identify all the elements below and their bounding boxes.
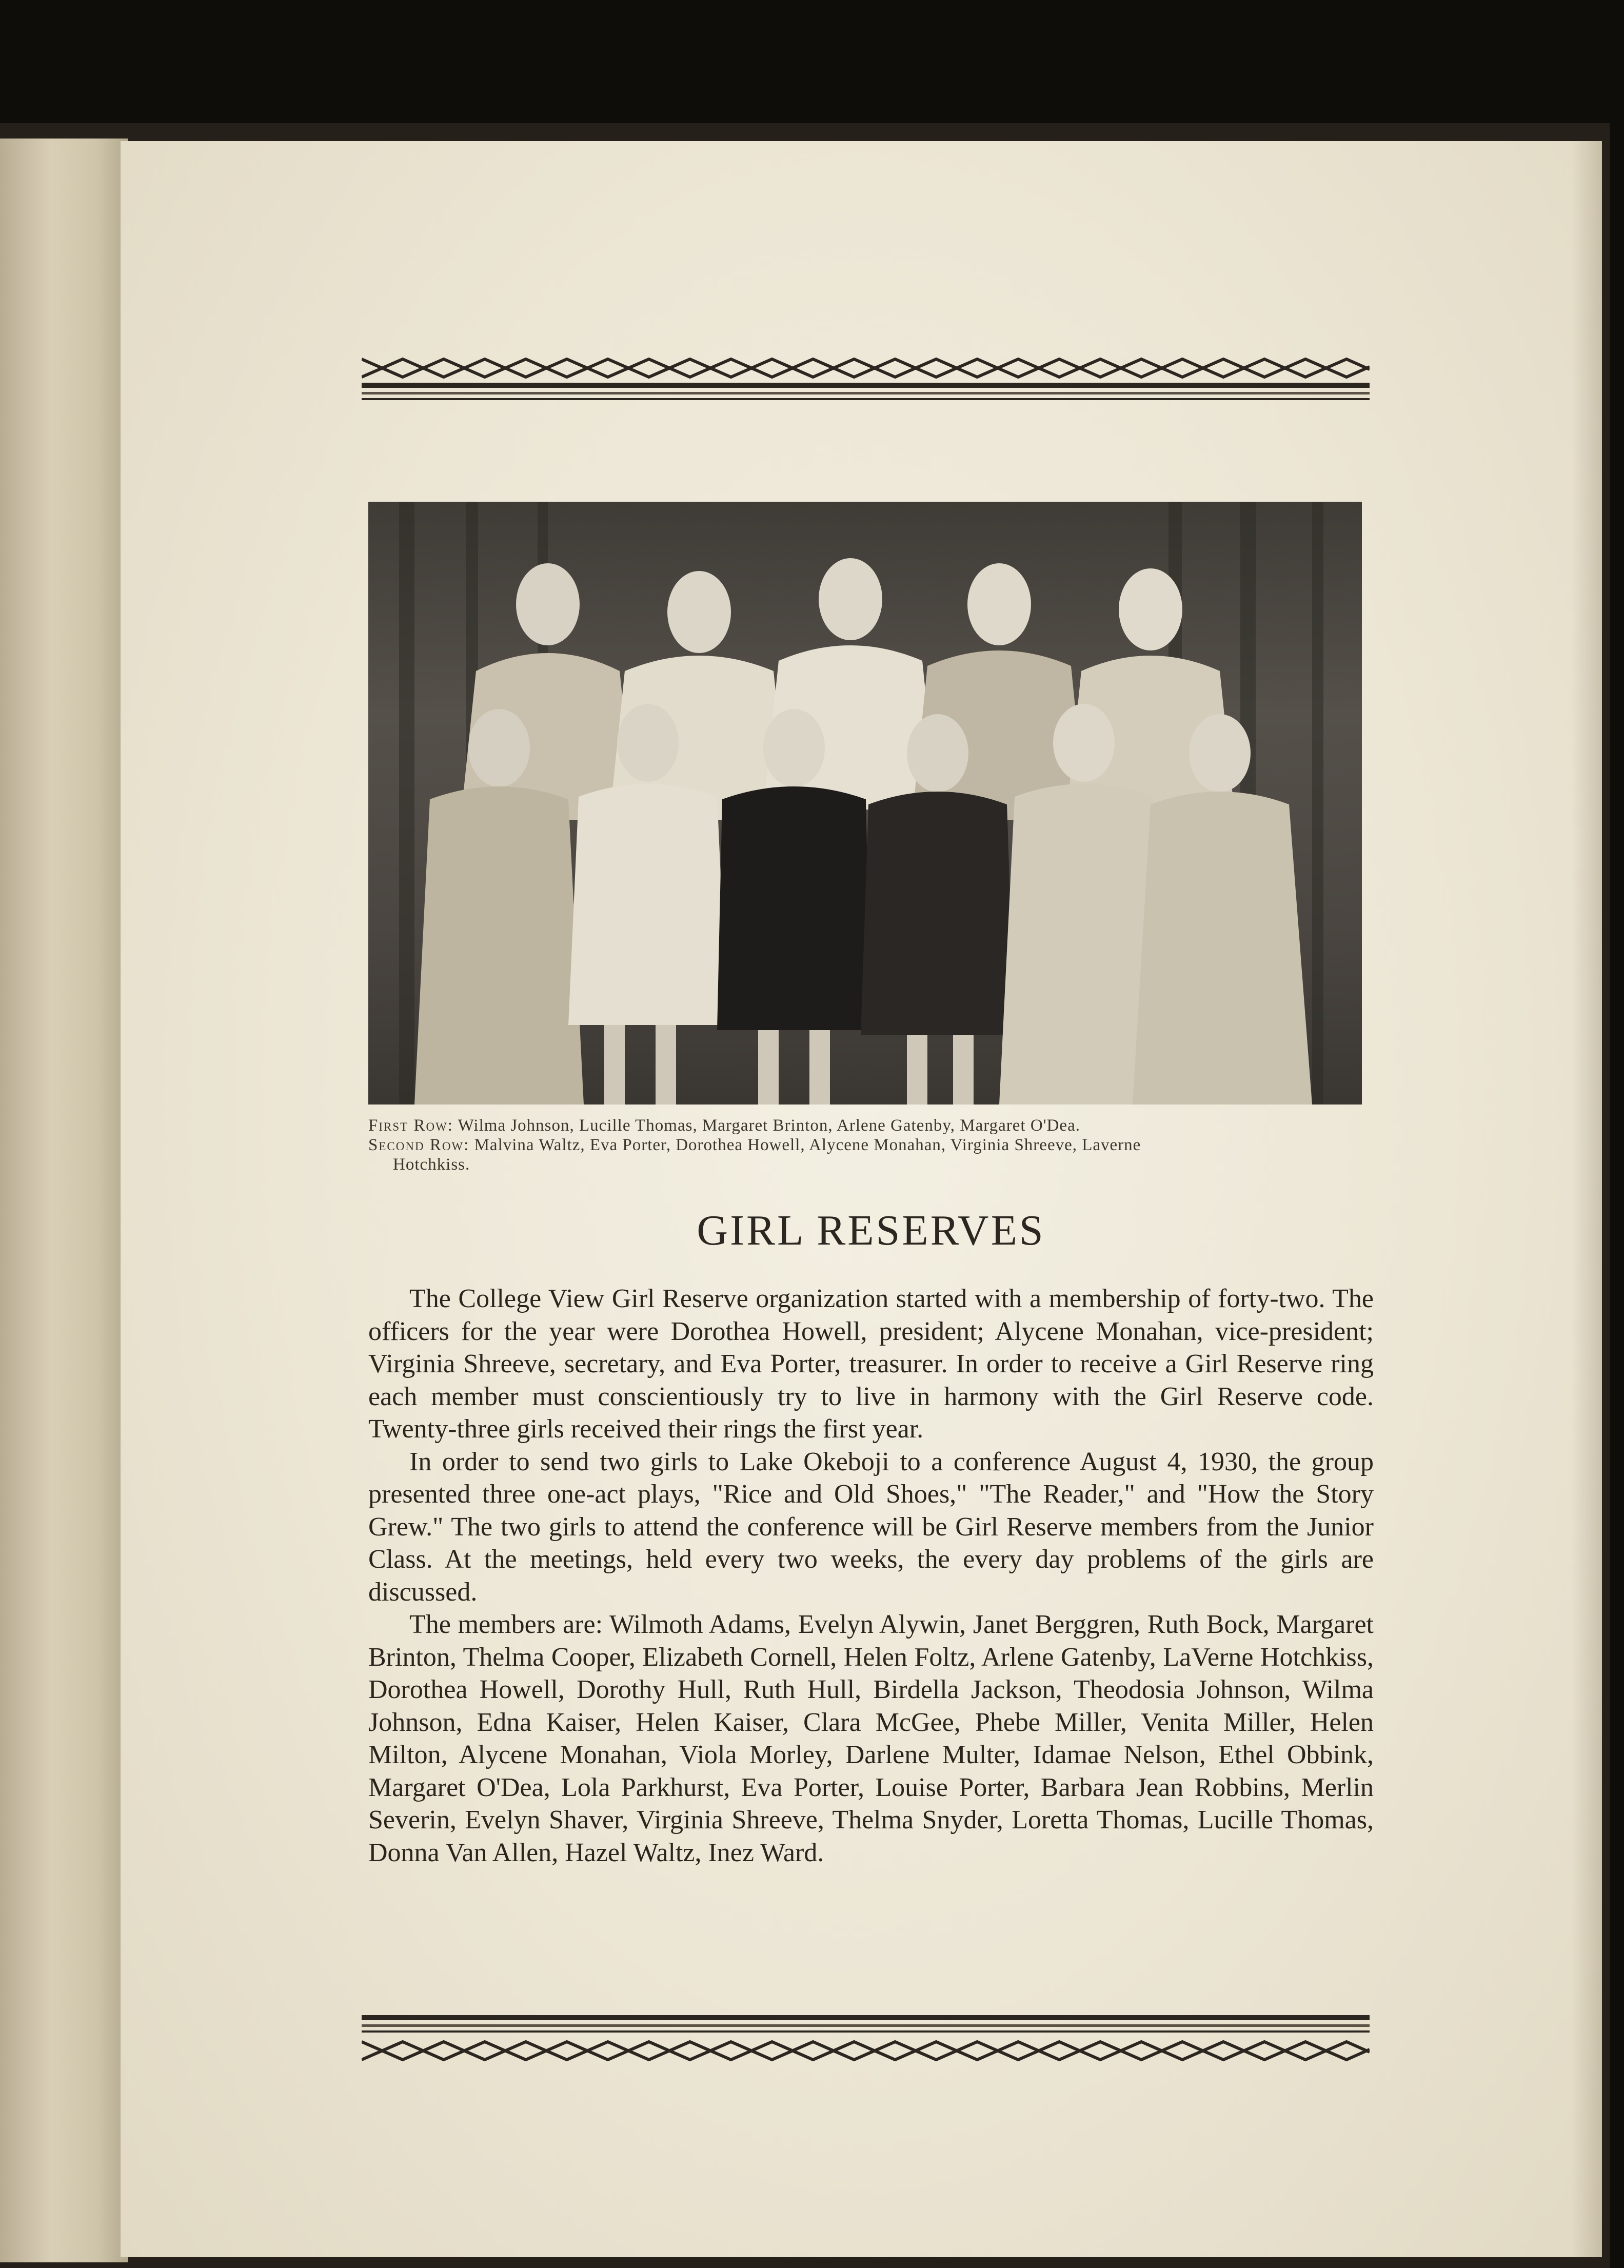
first-row-names: Wilma Johnson, Lucille Thomas, Margaret Brinton, Arlene Gatenby, Margaret O'Dea. (458, 1116, 1080, 1135)
paragraph-conference: In order to send two girls to Lake Okeboji to a conference August 4, 1930, the group presented three one-act plays, "Rice and Old Shoes," "The Reader," and "How the Story Grew." The two girls to attend the conference will be Girl Reserve members from the Junior Class. At the meetings, held every two weeks, the every day problems of the girls are discussed. (368, 1447, 1374, 1607)
photo-caption (368, 1116, 1374, 1174)
paragraph-officers: The College View Girl Reserve organization started with a membership of forty-two. The officers for the year were Dorothea Howell, president; Alycene Monahan, vice-president; Virginia Shreeve, secretary, and Eva Porter, treasurer. In order to receive a Girl Reserve ring each member must conscientiously try to live in harmony with the Girl Reserve code. Twenty-three girls received their rings the first year. (368, 1284, 1374, 1444)
caption-first-row (368, 1116, 1374, 1135)
caption-second-row (368, 1135, 1374, 1155)
book-spine (0, 139, 128, 2262)
paragraph-members: The members are: Wilmoth Adams, Evelyn Alywin, Janet Berggren, Ruth Bock, Margaret Brinton, Thelma Cooper, Elizabeth Cornell, Helen Foltz, Arlene Gatenby, LaVerne Hotchkiss, Dorothea Howell, Dorothy Hull, Ruth Hull, Birdella Jackson, Theodosia Johnson, Wilma Johnson, Edna Kaiser, Helen Kaiser, Clara McGee, Phebe Miller, Venita Miller, Helen Milton, Alycene Monahan, Viola Morley, Darlene Multer, Idamae Nelson, Ethel Obbink, Margaret O'Dea, Lola Parkhurst, Eva Porter, Louise Porter, Barbara Jean Robbins, Merlin Severin, Evelyn Shaver, Virginia Shreeve, Thelma Snyder, Loretta Thomas, Lucille Thomas, Donna Van Allen, Hazel Waltz, Inez Ward. (368, 1610, 1374, 1867)
second-row-label: Second Row: (368, 1136, 470, 1154)
page (121, 141, 1602, 2257)
first-row-label: First Row: (368, 1116, 453, 1135)
page-edge-shadow (1571, 141, 1602, 2257)
top-decorative-border (362, 349, 1370, 405)
article-body (368, 1283, 1374, 1869)
caption-second-row-continued: Hotchkiss. (393, 1155, 470, 1174)
second-row-names: Malvina Waltz, Eva Porter, Dorothea Howell, Alycene Monahan, Virginia Shreeve, Laverne (474, 1136, 1141, 1154)
bottom-decorative-border (362, 2011, 1370, 2067)
group-photo (368, 502, 1362, 1105)
page-title: GIRL RESERVES (697, 1207, 1045, 1254)
